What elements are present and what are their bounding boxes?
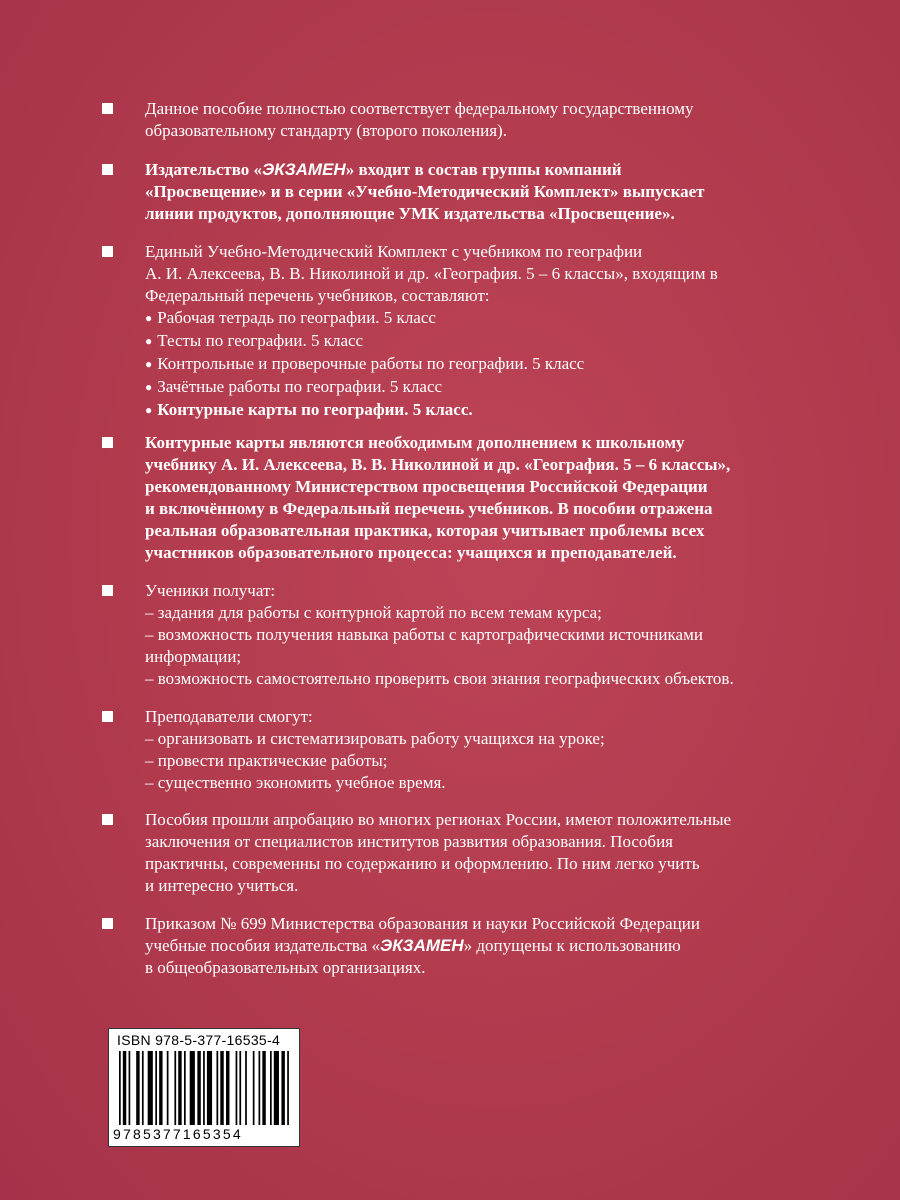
- list-item: ● Рабочая тетрадь по географии. 5 класс: [145, 307, 802, 330]
- square-bullet-icon: [102, 246, 113, 257]
- square-bullet-icon: [102, 585, 113, 596]
- text-line: образовательному стандарту (второго поколения).: [145, 121, 507, 140]
- text-line: учебные пособия издательства «ЭКЗАМЕН» допущены к использованию: [145, 936, 681, 955]
- list-item: ● Тесты по географии. 5 класс: [145, 330, 802, 353]
- text-line: участников образовательного процесса: учащихся и преподавателей.: [145, 543, 677, 562]
- text-line: – возможность получения навыка работы с картографическими источниками: [145, 625, 703, 644]
- publisher-brand: ЭКЗАМЕН: [262, 160, 346, 179]
- paragraph-students: [102, 580, 802, 690]
- isbn-barcode-block: [108, 1028, 300, 1147]
- barcode-icon: [119, 1051, 291, 1125]
- text-line: Федеральный перечень учебников, составляют:: [145, 286, 490, 305]
- text-line: – задания для работы с контурной картой по всем темам курса;: [145, 603, 602, 622]
- paragraph-fgos: [102, 98, 802, 142]
- text-line: учебнику А. И. Алексеева, В. В. Николиной и др. «География. 5 – 6 классы»,: [145, 455, 731, 474]
- square-bullet-icon: [102, 814, 113, 825]
- square-bullet-icon: [102, 103, 113, 114]
- paragraph-publisher: [102, 159, 802, 225]
- text-line: Контурные карты являются необходимым дополнением к школьному: [145, 433, 685, 452]
- text-line: в общеобразовательных организациях.: [145, 958, 426, 977]
- text-line: Преподаватели смогут:: [145, 707, 313, 726]
- square-bullet-icon: [102, 164, 113, 175]
- paragraph-approbation: [102, 809, 802, 897]
- publisher-brand: ЭКЗАМЕН: [380, 936, 464, 955]
- text-line: Ученики получат:: [145, 581, 276, 600]
- text-line: «Просвещение» и в серии «Учебно-Методический Комплект» выпускает: [145, 182, 705, 201]
- text-line: практичны, современны по содержанию и оформлению. По ним легко учить: [145, 854, 700, 873]
- square-bullet-icon: [102, 437, 113, 448]
- text-line: информации;: [145, 647, 242, 666]
- barcode-number: 9785377165354: [113, 1126, 243, 1142]
- paragraph-teachers: [102, 706, 802, 794]
- text-line: заключения от специалистов институтов развития образования. Пособия: [145, 832, 673, 851]
- text-line: А. И. Алексеева, В. В. Николиной и др. «География. 5 – 6 классы», входящим в: [145, 264, 718, 283]
- text-line: – организовать и систематизировать работу учащихся на уроке;: [145, 729, 605, 748]
- paragraph-umk: [102, 241, 802, 422]
- text-line: Пособия прошли апробацию во многих регионах России, имеют положительные: [145, 810, 732, 829]
- text-line: Издательство «ЭКЗАМЕН» входит в состав группы компаний: [145, 160, 622, 179]
- list-item: ● Зачётные работы по географии. 5 класс: [145, 376, 802, 399]
- text-line: Приказом № 699 Министерства образования и науки Российской Федерации: [145, 914, 700, 933]
- paragraph-order: [102, 913, 802, 979]
- text-line: – существенно экономить учебное время.: [145, 773, 446, 792]
- text-line: – возможность самостоятельно проверить свои знания географических объектов.: [145, 669, 734, 688]
- text-line: реальная образовательная практика, которая учитывает проблемы всех: [145, 521, 705, 540]
- isbn-label: ISBN 978-5-377-16535-4: [117, 1032, 281, 1048]
- text-line: и интересно учиться.: [145, 876, 299, 895]
- text-line: рекомендованному Министерством просвещения Российской Федерации: [145, 477, 708, 496]
- text-line: Единый Учебно-Методический Комплект с учебником по географии: [145, 242, 643, 261]
- text-line: и включённому в Федеральный перечень учебников. В пособии отражена: [145, 499, 713, 518]
- text-line: Данное пособие полностью соответствует федеральному государственному: [145, 99, 694, 118]
- paragraph-contour-maps: [102, 432, 802, 564]
- square-bullet-icon: [102, 711, 113, 722]
- square-bullet-icon: [102, 918, 113, 929]
- text-line: линии продуктов, дополняющие УМК издательства «Просвещение».: [145, 204, 675, 223]
- text-line: – провести практические работы;: [145, 751, 388, 770]
- list-item-highlighted: ● Контурные карты по географии. 5 класс.: [145, 399, 802, 422]
- list-item: ● Контрольные и проверочные работы по географии. 5 класс: [145, 353, 802, 376]
